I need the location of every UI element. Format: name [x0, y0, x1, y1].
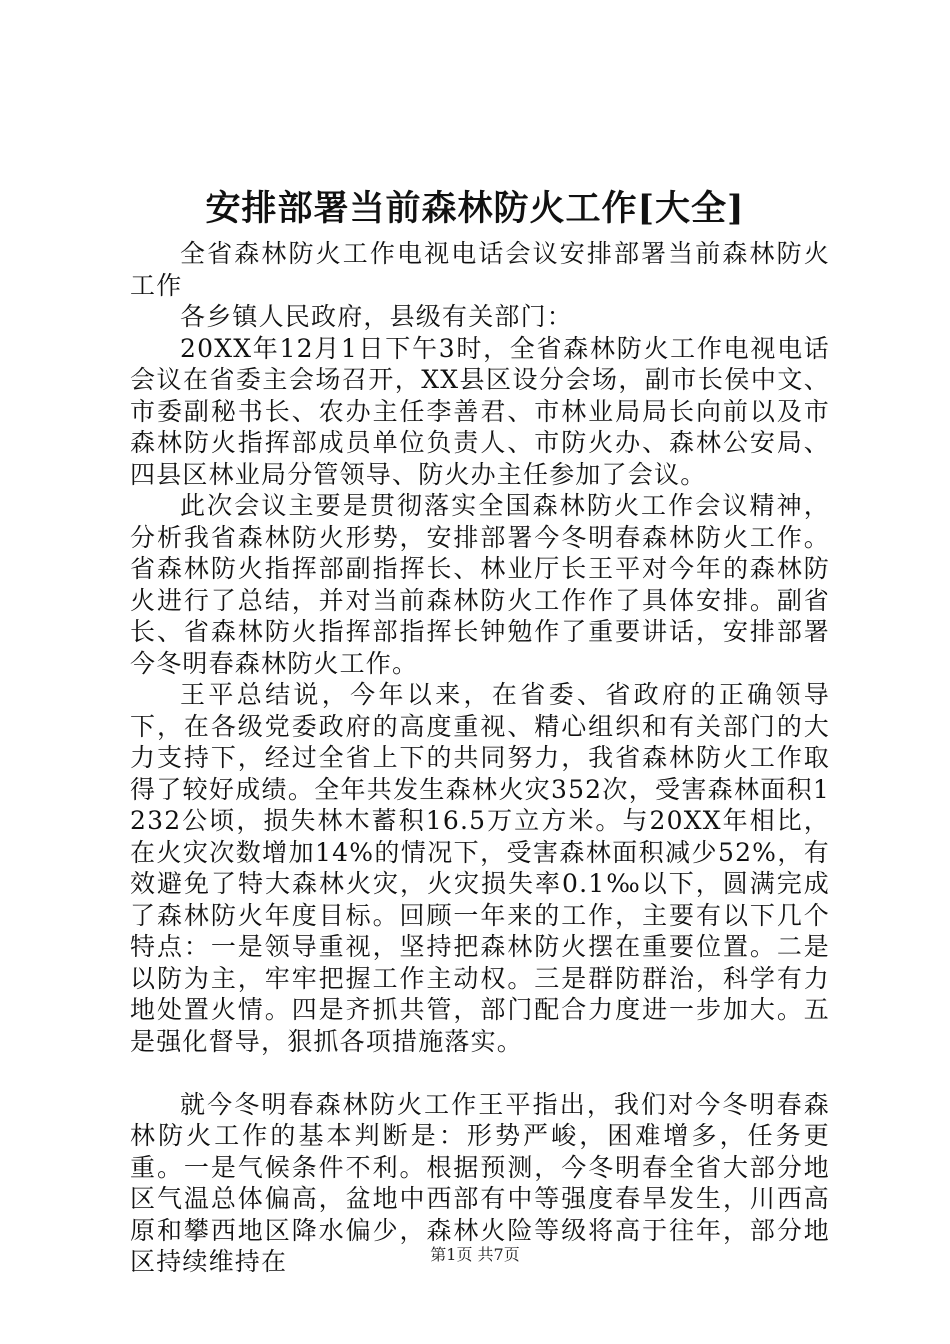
document-title: 安排部署当前森林防火工作[大全] — [205, 188, 745, 229]
document-body — [130, 238, 830, 1278]
paragraph-subtitle: 全省森林防火工作电视电话会议安排部署当前森林防火工作 — [130, 239, 830, 300]
paragraph-meeting-purpose: 此次会议主要是贯彻落实全国森林防火工作会议精神，分析我省森林防火形势，安排部署今冬明春森林防火工作。省森林防火指挥部副指挥长、林业厅长王平对今年的森林防火进行了总结，并对当前森林防火工作作了具体安排。副省长、省森林防火指挥部指挥长钟勉作了重要讲话，安排部署今冬明春森林防火工作。 — [130, 491, 830, 678]
page-footer: 第1页 共7页 — [430, 1245, 520, 1264]
paragraph-outlook: 就今冬明春森林防火工作王平指出，我们对今冬明春森林防火工作的基本判断是：形势严峻，困难增多，任务更重。一是气候条件不利。根据预测，今冬明春全省大部分地区气温总体偏高，盆地中西部有中等强度春旱发生，川西高原和攀西地区降水偏少，森林火险等级将高于往年，部分地区持续维持在 — [130, 1089, 830, 1276]
paragraph-meeting-info: 20XX年12月1日下午3时，全省森林防火工作电视电话会议在省委主会场召开，XX县区设分会场，副市长侯中文、市委副秘书长、农办主任李善君、市林业局局长向前以及市森林防火指挥部成员单位负责人、市防火办、森林公安局、四县区林业局分管领导、防火办主任参加了会议。 — [130, 333, 830, 489]
paragraph-summary: 王平总结说，今年以来，在省委、省政府的正确领导下，在各级党委政府的高度重视、精心组织和有关部门的大力支持下，经过全省上下的共同努力，我省森林防火工作取得了较好成绩。全年共发生森林火灾352次，受害森林面积1232公顷，损失林木蓄积16.5万立方米。与20XX年相比，在火灾次数增加14%的情况下，受害森林面积减少52%，有效避免了特大森林火灾，火灾损失率0.1‰以下，圆满完成了森林防火年度目标。回顾一年来的工作，主要有以下几个特点：一是领导重视，坚持把森林防火摆在重要位置。二是以防为主，牢牢把握工作主动权。三是群防群治，科学有力地处置火情。四是齐抓共管，部门配合力度进一步加大。五是强化督导，狠抓各项措施落实。 — [130, 680, 830, 1056]
paragraph-salutation: 各乡镇人民政府，县级有关部门： — [180, 302, 574, 331]
